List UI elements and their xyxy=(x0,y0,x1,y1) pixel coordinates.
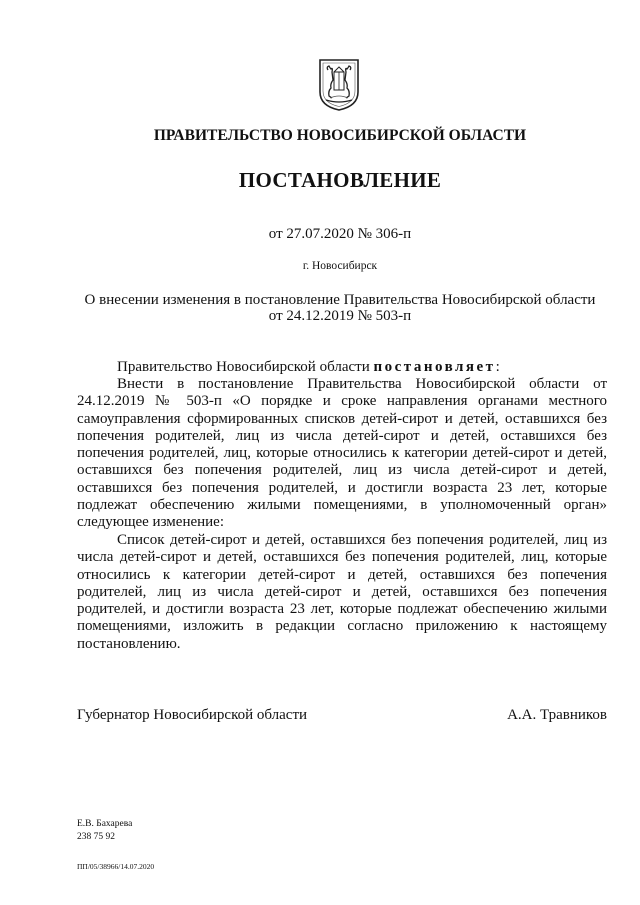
registry-number: ПП/05/38966/14.07.2020 xyxy=(77,862,155,871)
executor-phone: 238 75 92 xyxy=(77,832,115,842)
coat-of-arms-icon xyxy=(318,58,360,112)
list-paragraph: Список детей-сирот и детей, оставшихся без попечения родителей, лиц из числа детей-сирот и детей, оставшихся без попечения родителей, лиц, которые относились к категории детей-сирот и детей, оставшихся без попечения родителей, лиц из числа детей-сирот и детей, оставшихся без попечения родителей, и достигли возраста 23 лет, которые подлежат обеспечению жилыми помещениями, изложить в редакции согласно приложению к настоящему постановлению. xyxy=(77,532,607,652)
executor-name: Е.В. Бахарева xyxy=(77,819,133,829)
government-name: ПРАВИТЕЛЬСТВО НОВОСИБИРСКОЙ ОБЛАСТИ xyxy=(153,127,527,144)
city: г. Новосибирск xyxy=(302,260,378,272)
signatory-position: Губернатор Новосибирской области xyxy=(77,707,308,723)
subject-line-2: от 24.12.2019 № 503-п xyxy=(268,308,412,324)
subject-line-1: О внесении изменения в постановление Правительства Новосибирской области xyxy=(84,292,596,308)
document-type: ПОСТАНОВЛЕНИЕ xyxy=(238,168,442,192)
document-subject xyxy=(0,292,640,324)
intro-prefix: Правительство Новосибирской области xyxy=(117,359,374,375)
signatory-name: А.А. Травников xyxy=(507,707,607,723)
date-and-number: от 27.07.2020 № 306-п xyxy=(268,226,412,242)
intro-suffix: : xyxy=(495,359,500,375)
amendment-paragraph: Внести в постановление Правительства Новосибирской области от 24.12.2019 № 503-п «О порядке и сроке направления органами местного самоуправления сформированных списков детей-сирот и детей, оставшихся без попечения родителей, лиц из числа детей-сирот и детей, оставшихся без попечения родителей, лиц, которые относились к категории детей-сирот и детей, оставшихся без попечения родителей, лиц из числа детей-сирот и детей, оставшихся без попечения родителей, и достигли возраста 23 лет, которые подлежат обеспечению жилыми помещениями, в уполномоченный орган» следующее изменение: xyxy=(77,376,607,531)
intro-paragraph xyxy=(77,359,607,376)
intro-keyword: постановляет xyxy=(373,359,496,375)
